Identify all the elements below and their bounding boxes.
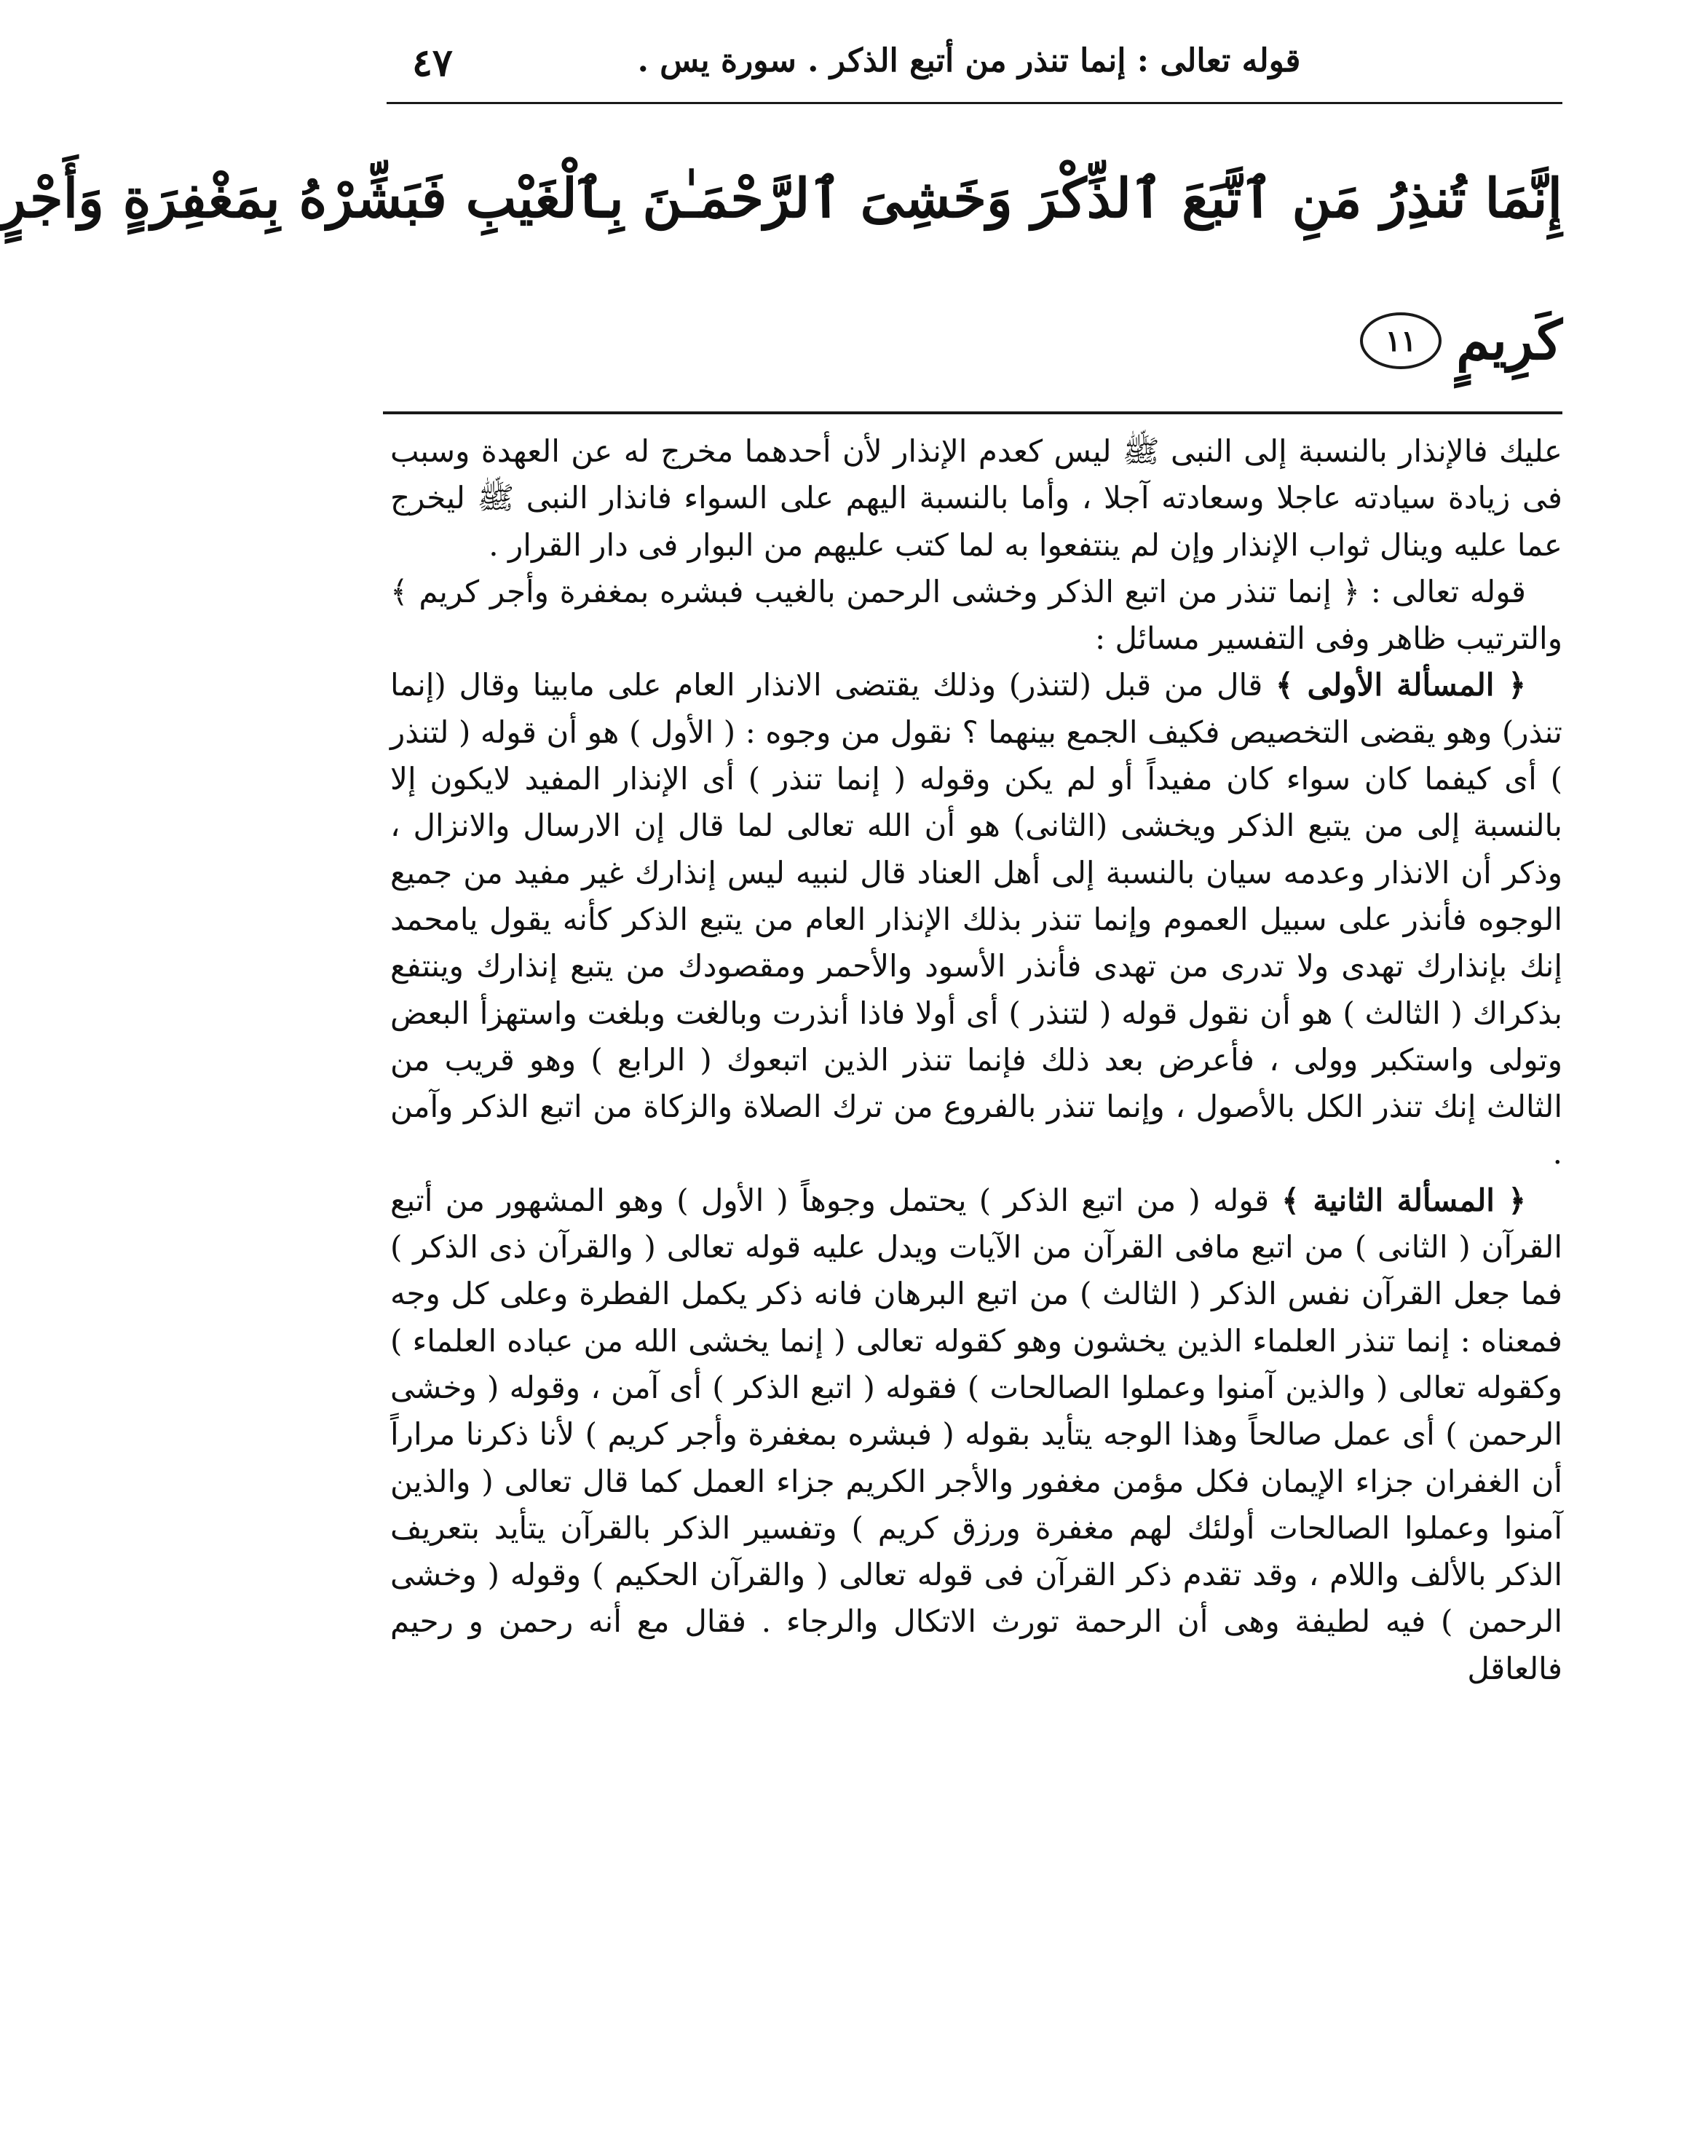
masala-2-heading: ﴿ المسألة الثانية ﴾ bbox=[1281, 1182, 1526, 1218]
paragraph-2 bbox=[390, 569, 1562, 663]
verse-block bbox=[0, 124, 1562, 408]
masala-2-text: قوله ( من اتبع الذكر ) يحتمل وجوهاً ( الأول ) وهو المشهور من أتبع القرآن ( الثانى ) من اتبع مافى القرآن من الآيات ويدل عليه قوله تعالى ( والقرآن ذى الذكر ) فما جعل القرآن نفس الذكر ( الثالث ) من اتبع البرهان فانه ذكر يكمل الفطرة وعلى كل وجه فمعناه : إنما تنذر العلماء الذين يخشون وهو كقوله تعالى ( إنما يخشى الله من عباده العلماء ) وكقوله تعالى ( والذين آمنوا وعملوا الصالحات ) فقوله ( اتبع الذكر ) أى آمن ، وقوله ( وخشى الرحمن ) أى عمل صالحاً وهذا الوجه يتأيد بقوله ( فبشره بمغفرة وأجر كريم ) لأنا ذكرنا مراراً أن الغفران جزاء الإيمان فكل مؤمن مغفور والأجر الكريم جزاء العمل كما قال تعالى ( والذين آمنوا وعملوا الصالحات أولئك لهم مغفرة ورزق كريم ) وتفسير الذكر بالقرآن يتأيد بتعريف الذكر بالألف واللام ، وقد تقدم ذكر القرآن فى قوله تعالى ( والقرآن الحكيم ) وقوله ( وخشى الرحمن ) فيه لطيفة وهى أن الرحمة تورث الاتكال والرجاء . فقال مع أنه رحمن و رحيم فالعاقل bbox=[390, 1182, 1562, 1686]
verse-line-2-text: كَرِيمٍ bbox=[1456, 309, 1562, 372]
paragraph-2-lead: قوله تعالى : bbox=[1370, 573, 1526, 609]
masala-2 bbox=[390, 1177, 1562, 1692]
verse-line-1: إِنَّمَا تُنذِرُ مَنِ ٱتَّبَعَ ٱلذِّكْرَ وَخَشِىَ ٱلرَّحْمَـٰنَ بِٱلْغَيْبِ فَبَشِّرْهُ بِمَغْفِرَةٍ وَأَجْرٍ bbox=[0, 167, 1562, 230]
paragraph-1: عليك فالإنذار بالنسبة إلى النبى ﷺ ليس كعدم الإنذار لأن أحدهما مخرج له عن العهدة وسبب فى زيادة سيادته عاجلا وسعادته آجلا ، وأما بالنسبة اليهم على السواء فانذار النبى ﷺ ليخرج عما عليه وينال ثواب الإنذار وإن لم ينتفعوا به لما كتب عليهم من البوار فى دار القرار . bbox=[390, 433, 1562, 563]
verse-number-medallion: ١١ bbox=[1360, 312, 1442, 369]
masala-1-text: قال من قبل (لتنذر) وذلك يقتضى الانذار العام على مابينا وقال (إنما تنذر) وهو يقضى التخصيص فكيف الجمع بينهما ؟ نقول من وجوه : ( الأول ) هو أن قوله ( لتنذر ) أى كيفما كان سواء كان مفيداً أو لم يكن وقوله ( إنما تنذر ) أى الإنذار المفيد لايكون إلا بالنسبة إلى من يتبع الذكر ويخشى (الثانى) هو أن الله تعالى لما قال إن الارسال والانزال ، وذكر أن الانذار وعدمه سيان بالنسبة إلى أهل العناد قال لنبيه ليس إنذارك غير مفيد من جميع الوجوه فأنذر على سبيل العموم وإنما تنذر بذلك الإنذار العام من يتبع الذكر كأنه يقول يامحمد إنك بإنذارك تهدى ولا تدرى من تهدى فأنذر الأسود والأحمر ومقصودك من يتبع إنذارك وينتفع بذكراك ( الثالث ) هو أن نقول قوله ( لتنذر ) أى أولا فاذا أنذرت وبالغت وبلغت واستهزأ البعض وتولى واستكبر وولى ، فأعرض بعد ذلك فإنما تنذر الذين اتبعوك ( الرابع ) وهو قريب من الثالث إنك تنذر الكل بالأصول ، وإنما تنذر بالفروع من ترك الصلاة والزكاة من اتبع الذكر وآمن . bbox=[390, 667, 1562, 1172]
verse-line-2 bbox=[1360, 309, 1562, 372]
masala-1-heading: ﴿ المسألة الأولى ﴾ bbox=[1276, 667, 1526, 703]
masala-1 bbox=[390, 662, 1562, 1177]
running-title: قوله تعالى : إنما تنذر من أتبع الذكر . سورة يس . bbox=[637, 42, 1301, 79]
page-number: ٤٧ bbox=[412, 41, 453, 85]
running-header bbox=[376, 35, 1562, 86]
paragraph-2-quote: ﴿ إنما تنذر من اتبع الذكر وخشى الرحمن بالغيب فبشره بمغفرة وأجر كريم ﴾ bbox=[390, 573, 1361, 609]
paragraph-2-tail: والترتيب ظاهر وفى التفسير مسائل : bbox=[1095, 620, 1562, 657]
commentary-body bbox=[390, 428, 1562, 2127]
verse-rule bbox=[383, 411, 1562, 414]
header-rule bbox=[387, 102, 1562, 104]
